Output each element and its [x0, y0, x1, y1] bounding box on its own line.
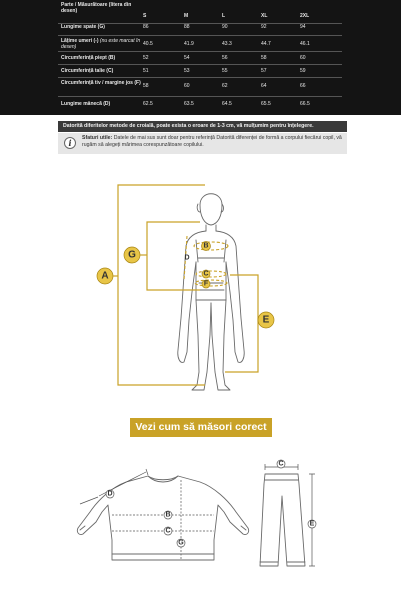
measure-b-chest	[194, 242, 228, 250]
marker-e-label: E	[262, 314, 270, 326]
table-header-label: Parte / Măsurătoare (litera din desen)	[61, 2, 132, 15]
cell: 40.5	[143, 41, 153, 47]
cell: 60	[184, 83, 190, 89]
cell: 66.5	[300, 101, 310, 107]
measure-c-waist	[196, 271, 226, 277]
tolerance-notice: Datorită diferitelor metode de croială, poate exista o eroare de 1-3 cm, vă mulțumim pentru înțelegere.	[58, 121, 347, 132]
cell: 54	[184, 55, 190, 61]
sweater-d-dimension	[80, 497, 98, 504]
tip-text: Sfaturi utile: Datele de mai sus sunt doar pentru referință Datorită diferenței de formă a corpului fiecărui copil, vă rugăm să alegeți mărimea corespunzătoare copilului.	[82, 135, 342, 148]
cell: 58	[143, 83, 149, 89]
cell: 94	[300, 24, 306, 30]
cell: 59	[300, 68, 306, 74]
marker-pants-c-label: C	[278, 460, 284, 468]
cell: 62.5	[143, 101, 153, 107]
marker-g-label: G	[128, 249, 136, 261]
cell: 51	[143, 68, 149, 74]
cell: 53	[184, 68, 190, 74]
marker-sweater-d-label: D	[107, 490, 113, 498]
size-header-s: S	[143, 13, 147, 19]
row-label: Lățime umeri (-) (nu este marcat în desen)	[61, 38, 141, 51]
info-i-icon: i	[64, 137, 76, 149]
cell: 56	[222, 55, 228, 61]
cell: 65.5	[261, 101, 271, 107]
cell: 52	[143, 55, 149, 61]
size-header-xl: XL	[261, 13, 268, 19]
cell: 92	[261, 24, 267, 30]
cell: 58	[261, 55, 267, 61]
size-header-2xl: 2XL	[300, 13, 310, 19]
cell: 64	[261, 83, 267, 89]
pants-outline	[260, 474, 305, 566]
row-label: Circumferință piept (B)	[61, 55, 116, 61]
cell: 66	[300, 83, 306, 89]
sweater-d-tick	[146, 469, 148, 475]
marker-pants-e-label: E	[309, 520, 315, 528]
row-label: Lungime spate (G)	[61, 24, 105, 30]
cell: 63.5	[184, 101, 194, 107]
cell: 90	[222, 24, 228, 30]
marker-sweater-b-label: B	[165, 511, 171, 519]
cell: 44.7	[261, 41, 271, 47]
cell: 46.1	[300, 41, 310, 47]
row-label: Circumferință tiv / margine jos (F)	[61, 80, 141, 86]
child-figure-outline	[178, 194, 244, 390]
marker-c-label: C	[203, 270, 209, 278]
cell: 62	[222, 83, 228, 89]
cell: 88	[184, 24, 190, 30]
cell: 57	[261, 68, 267, 74]
marker-a-label: A	[101, 270, 109, 282]
sweater-outline	[77, 476, 248, 560]
marker-sweater-g-label: G	[178, 539, 184, 547]
cell: 86	[143, 24, 149, 30]
marker-d-label: D	[184, 254, 190, 262]
marker-sweater-c-label: C	[165, 527, 171, 535]
marker-f-label: F	[203, 280, 209, 288]
cell: 60	[300, 55, 306, 61]
cell: 43.3	[222, 41, 232, 47]
row-label: Circumferință talie (C)	[61, 68, 114, 74]
measure-g-bracket	[147, 222, 200, 290]
cell: 55	[222, 68, 228, 74]
row-label: Lungime mânecă (D)	[61, 101, 111, 107]
marker-b-label: B	[203, 242, 209, 250]
cell: 41.9	[184, 41, 194, 47]
cell: 64.5	[222, 101, 232, 107]
measure-a-bracket	[118, 185, 205, 385]
size-header-l: L	[222, 13, 226, 19]
measure-guide-banner: Vezi cum să măsori corect	[130, 418, 272, 437]
size-header-m: M	[184, 13, 189, 19]
